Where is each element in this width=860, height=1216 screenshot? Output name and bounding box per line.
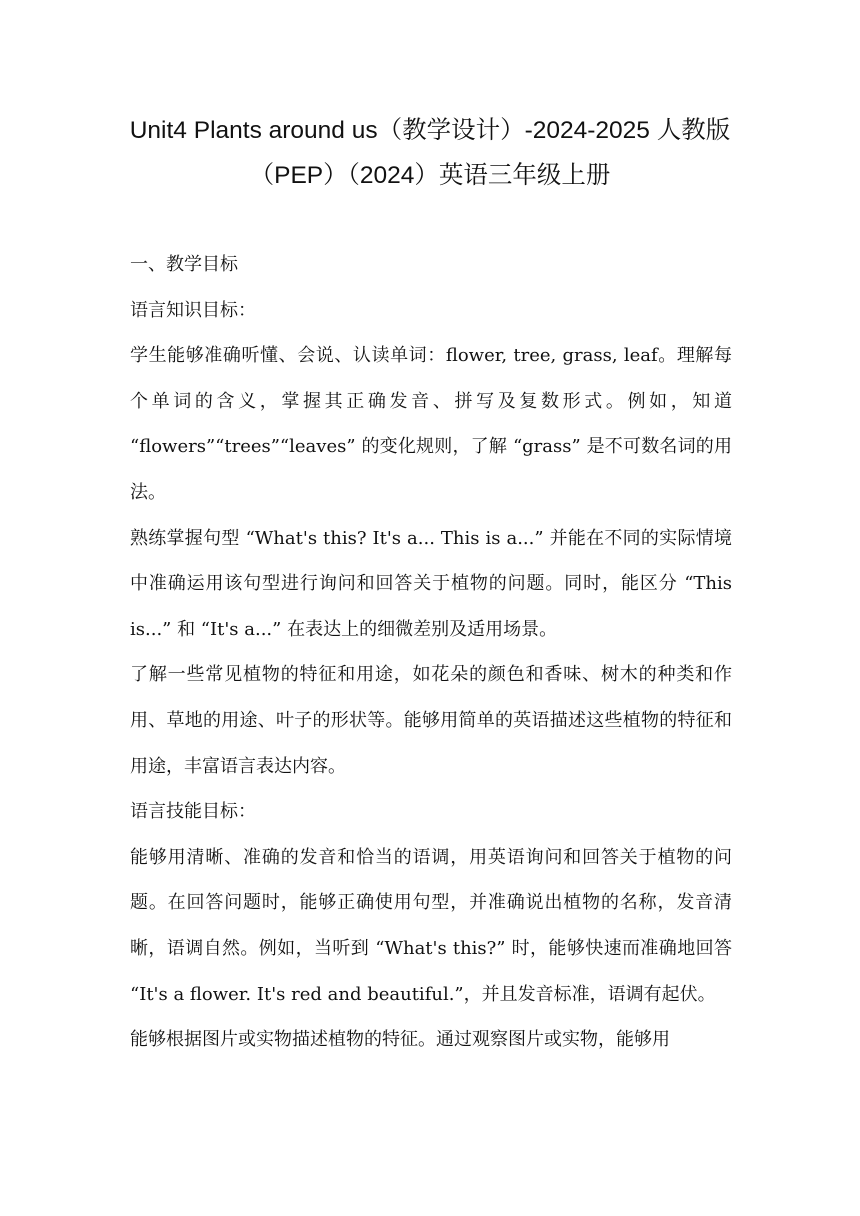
subheading-language-knowledge: 语言知识目标： — [130, 299, 256, 321]
paragraph-speaking-skills: 能够用清晰、准确的发音和恰当的语调，用英语询问和回答关于植物的问题。在回答问题时，能够正确使用句型，并准确说出植物的名称，发音清晰，语调自然。例如，当听到 “What's this?” 时，能够快速而准确地回答 “It's a flower. It's red and beautiful.”，并且发音标准，语调有起伏。 — [130, 846, 732, 1005]
document-body — [130, 242, 732, 1063]
paragraph-plant-features: 了解一些常见植物的特征和用途，如花朵的颜色和香味、树木的种类和作用、草地的用途、叶子的形状等。能够用简单的英语描述这些植物的特征和用途，丰富语言表达内容。 — [130, 664, 732, 777]
paragraph-describe-plants: 能够根据图片或实物描述植物的特征。通过观察图片或实物，能够用 — [130, 1029, 670, 1051]
document-title — [110, 108, 750, 198]
section-heading-teaching-goals: 一、教学目标 — [130, 254, 238, 275]
subheading-language-skills: 语言技能目标： — [130, 801, 256, 823]
title-line-2: （PEP）（2024）英语三年级上册 — [249, 162, 611, 189]
title-line-1: Unit4 Plants around us（教学设计）-2024-2025 人教版 — [129, 117, 731, 144]
paragraph-vocabulary: 学生能够准确听懂、会说、认读单词：flower, tree, grass, leaf。理解每个单词的含义，掌握其正确发音、拼写及复数形式。例如，知道 “flowers”“trees”“leaves” 的变化规则，了解 “grass” 是不可数名词的用法。 — [130, 345, 732, 503]
paragraph-sentence-patterns: 熟练掌握句型 “What's this? It's a... This is a...” 并能在不同的实际情境中准确运用该句型进行询问和回答关于植物的问题。同时，能区分 “This is...” 和 “It's a...” 在表达上的细微差别及适用场景。 — [130, 527, 732, 640]
